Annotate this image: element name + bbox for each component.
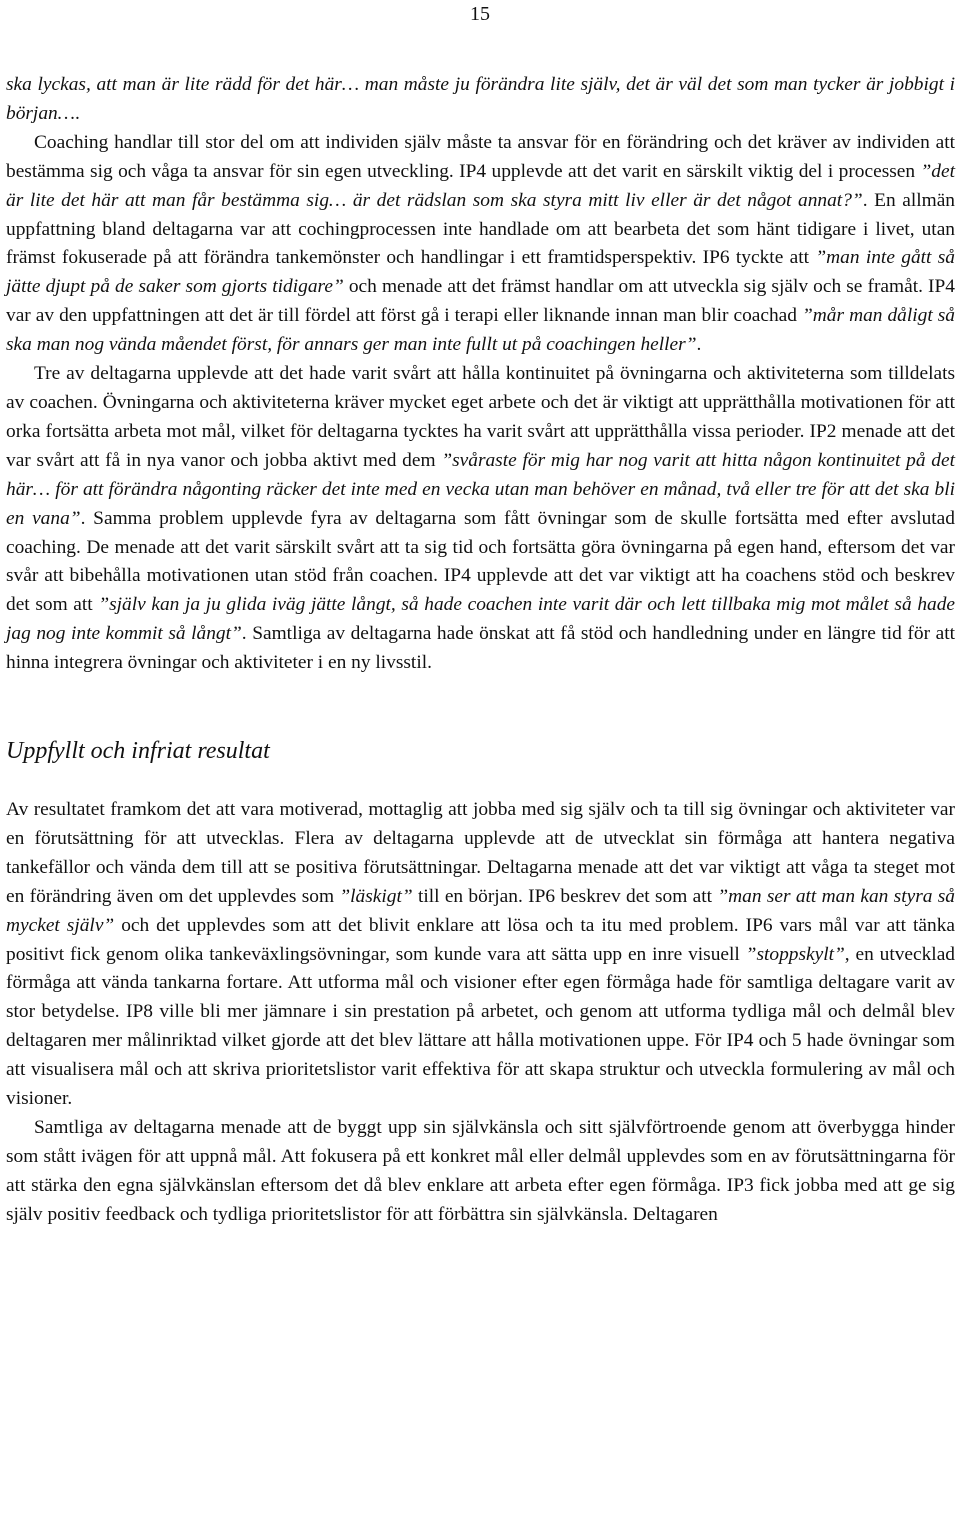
- text-run: Av resultatet framkom det att vara motiverad, mottaglig att jobba med sig själv och ta till sig övningar och aktiviteter var en förutsättning för att utvecklas. Flera av deltagarna upplevde att de utvecklat sin förmåga att hantera negativa tankefällor och vända dem till att se positiva förutsättningar. Deltagarna menade att det var viktigt att våga ta steget mot en förändring även om det upplevdes som: [6, 799, 955, 907]
- text-run: Coaching handlar till stor del om att individen själv måste ta ansvar för en förändring och det kräver av individen att bestämma sig och våga ta ansvar för sin egen utveckling. IP4 upplevde att det varit en särskilt viktig del i processen: [6, 131, 955, 182]
- paragraph-results: [6, 796, 955, 1114]
- quote: ”stoppskylt”: [745, 943, 845, 965]
- quote: ”mår man dåligt så ska man nog vända mående: [6, 305, 955, 356]
- text-run: .: [74, 102, 80, 124]
- quote: ”läskigt”: [339, 885, 413, 907]
- quote: ”det är lite det här att man får bestämma sig… är det rädslan som ska styra mitt liv eller är det något annat?”: [6, 160, 955, 211]
- text-run: till en början. IP6 beskrev det som att: [412, 885, 718, 907]
- text-run: .: [696, 334, 702, 356]
- paragraph-self-esteem: [6, 1114, 955, 1230]
- quote: ”själv kan ja ju glida iväg jätte långt, så hade coachen inte varit där och lett tillbaka mig mot målet så hade jag nog inte kommit så långt”: [6, 594, 956, 645]
- text-run: Samtliga av deltagarna menade att de byggt upp sin självkänsla och sitt självförtroende genom att överbygga hinder som stått ivägen för att uppnå mål. Att fokusera på ett konkret mål eller delmål upplevdes som en av förutsättningarna för att stärka den egna självkänslan eftersom det då blev enklare att arbeta efter egen förmåga. IP3 fick jobba med att ge sig själv positiv feedback och tydliga prioritetslistor för att förbättra sin självkänsla. Deltagaren: [6, 1117, 955, 1225]
- text-run: och det upplevdes som att det blivit enklare att lösa och ta itu med problem. IP6 vars mål var att tänka positivt fick genom olika tankeväxlingsövningar, som kunde vara att sätta upp en inre visuell: [6, 914, 955, 965]
- text-run: Tre av deltagarna upplevde att det hade varit svårt att hålla kontinuitet på övningarna och aktiviteterna som tilldelats av coachen. Övningarna och aktiviteterna kräver mycket eget arbete och det är viktigt att upprätthålla motivationen för att orka fortsätta arbeta mot mål, vilket för deltagarna tycktes ha varit svårt att upprätthålla vissa perioder. IP2 menade att det var svårt att få in nya vanor och jobba aktivt med dem: [6, 363, 955, 471]
- quote: ska lyckas, att man är lite rädd för det här… man måste ju förändra lite själv, det är väl det som man tycker är jobbigt i början…: [6, 74, 955, 124]
- page-number: 15: [470, 3, 490, 25]
- quote: ”man inte gått så jätte djupt på de saker som gjorts tidigare”: [6, 247, 955, 298]
- quote-continued: t först, för annars ger man inte fullt ut på coachingen heller”: [221, 334, 697, 356]
- text-run: . Samma problem upplevde fyra av deltagarna som fått övningar som de skulle fortsätta med efter avslutad coaching. De menade att det varit särskilt svårt att ta sig tid och fortsätta göra övningarna på egen hand, eftersom det var svår att bibehålla motivationen utan stöd från coachen. IP4 upplevde att det var viktigt att ha coachens stöd och beskrev det som att: [6, 507, 955, 616]
- quote: ”svåraste för mig har nog varit att hitta någon kontinuitet på det här… för att förändra någonting räcker det inte med en vecka utan man behöver en månad, två eller tre för att det ska bli en vana”: [6, 449, 956, 529]
- paragraph-continued-quote: [6, 71, 955, 129]
- section-heading: Uppfyllt och infriat resultat: [6, 738, 270, 765]
- text-run: . Samtliga av deltagarna hade önskat att få stöd och handledning under en längre tid för att hinna integrera övningar och aktiviteter i en ny livsstil.: [6, 623, 955, 674]
- text-run: . En allmän uppfattning bland deltagarna var att cochingprocessen inte handlade om att bearbeta det som hänt tidigare i livet, utan främst fokuserade på att förändra tankemönster och handlingar i ett framtidsperspektiv. IP6 tyckte att: [6, 189, 955, 269]
- text-run: och menade att det främst handlar om att utveckla sig själv och se framåt. IP4 var av den uppfattningen att det är till fördel att först gå i terapi eller liknande innan man blir coachad: [6, 276, 955, 327]
- quote: ”man ser att man kan styra så mycket själv”: [6, 885, 955, 936]
- document-body: [6, 71, 955, 1230]
- paragraph-continuity: [6, 360, 955, 678]
- text-run: , en utvecklad förmåga att vända tankarna fortare. Att utforma mål och visioner efter egen förmåga hade för samtliga deltagare varit av stor betydelse. IP8 ville bli mer jämnare i sin prestation på arbetet, och genom att utforma tydliga mål och delmål blev deltagaren mer målinriktad vilket gjorde att det blev lättare att hålla motivationen uppe. För IP4 och 5 hade övningar som att visualisera mål och att skriva prioritetslistor varit effektiva för att skapa struktur och utveckla formulering av mål och visioner.: [6, 943, 955, 1110]
- paragraph-coaching-responsibility: [6, 129, 955, 360]
